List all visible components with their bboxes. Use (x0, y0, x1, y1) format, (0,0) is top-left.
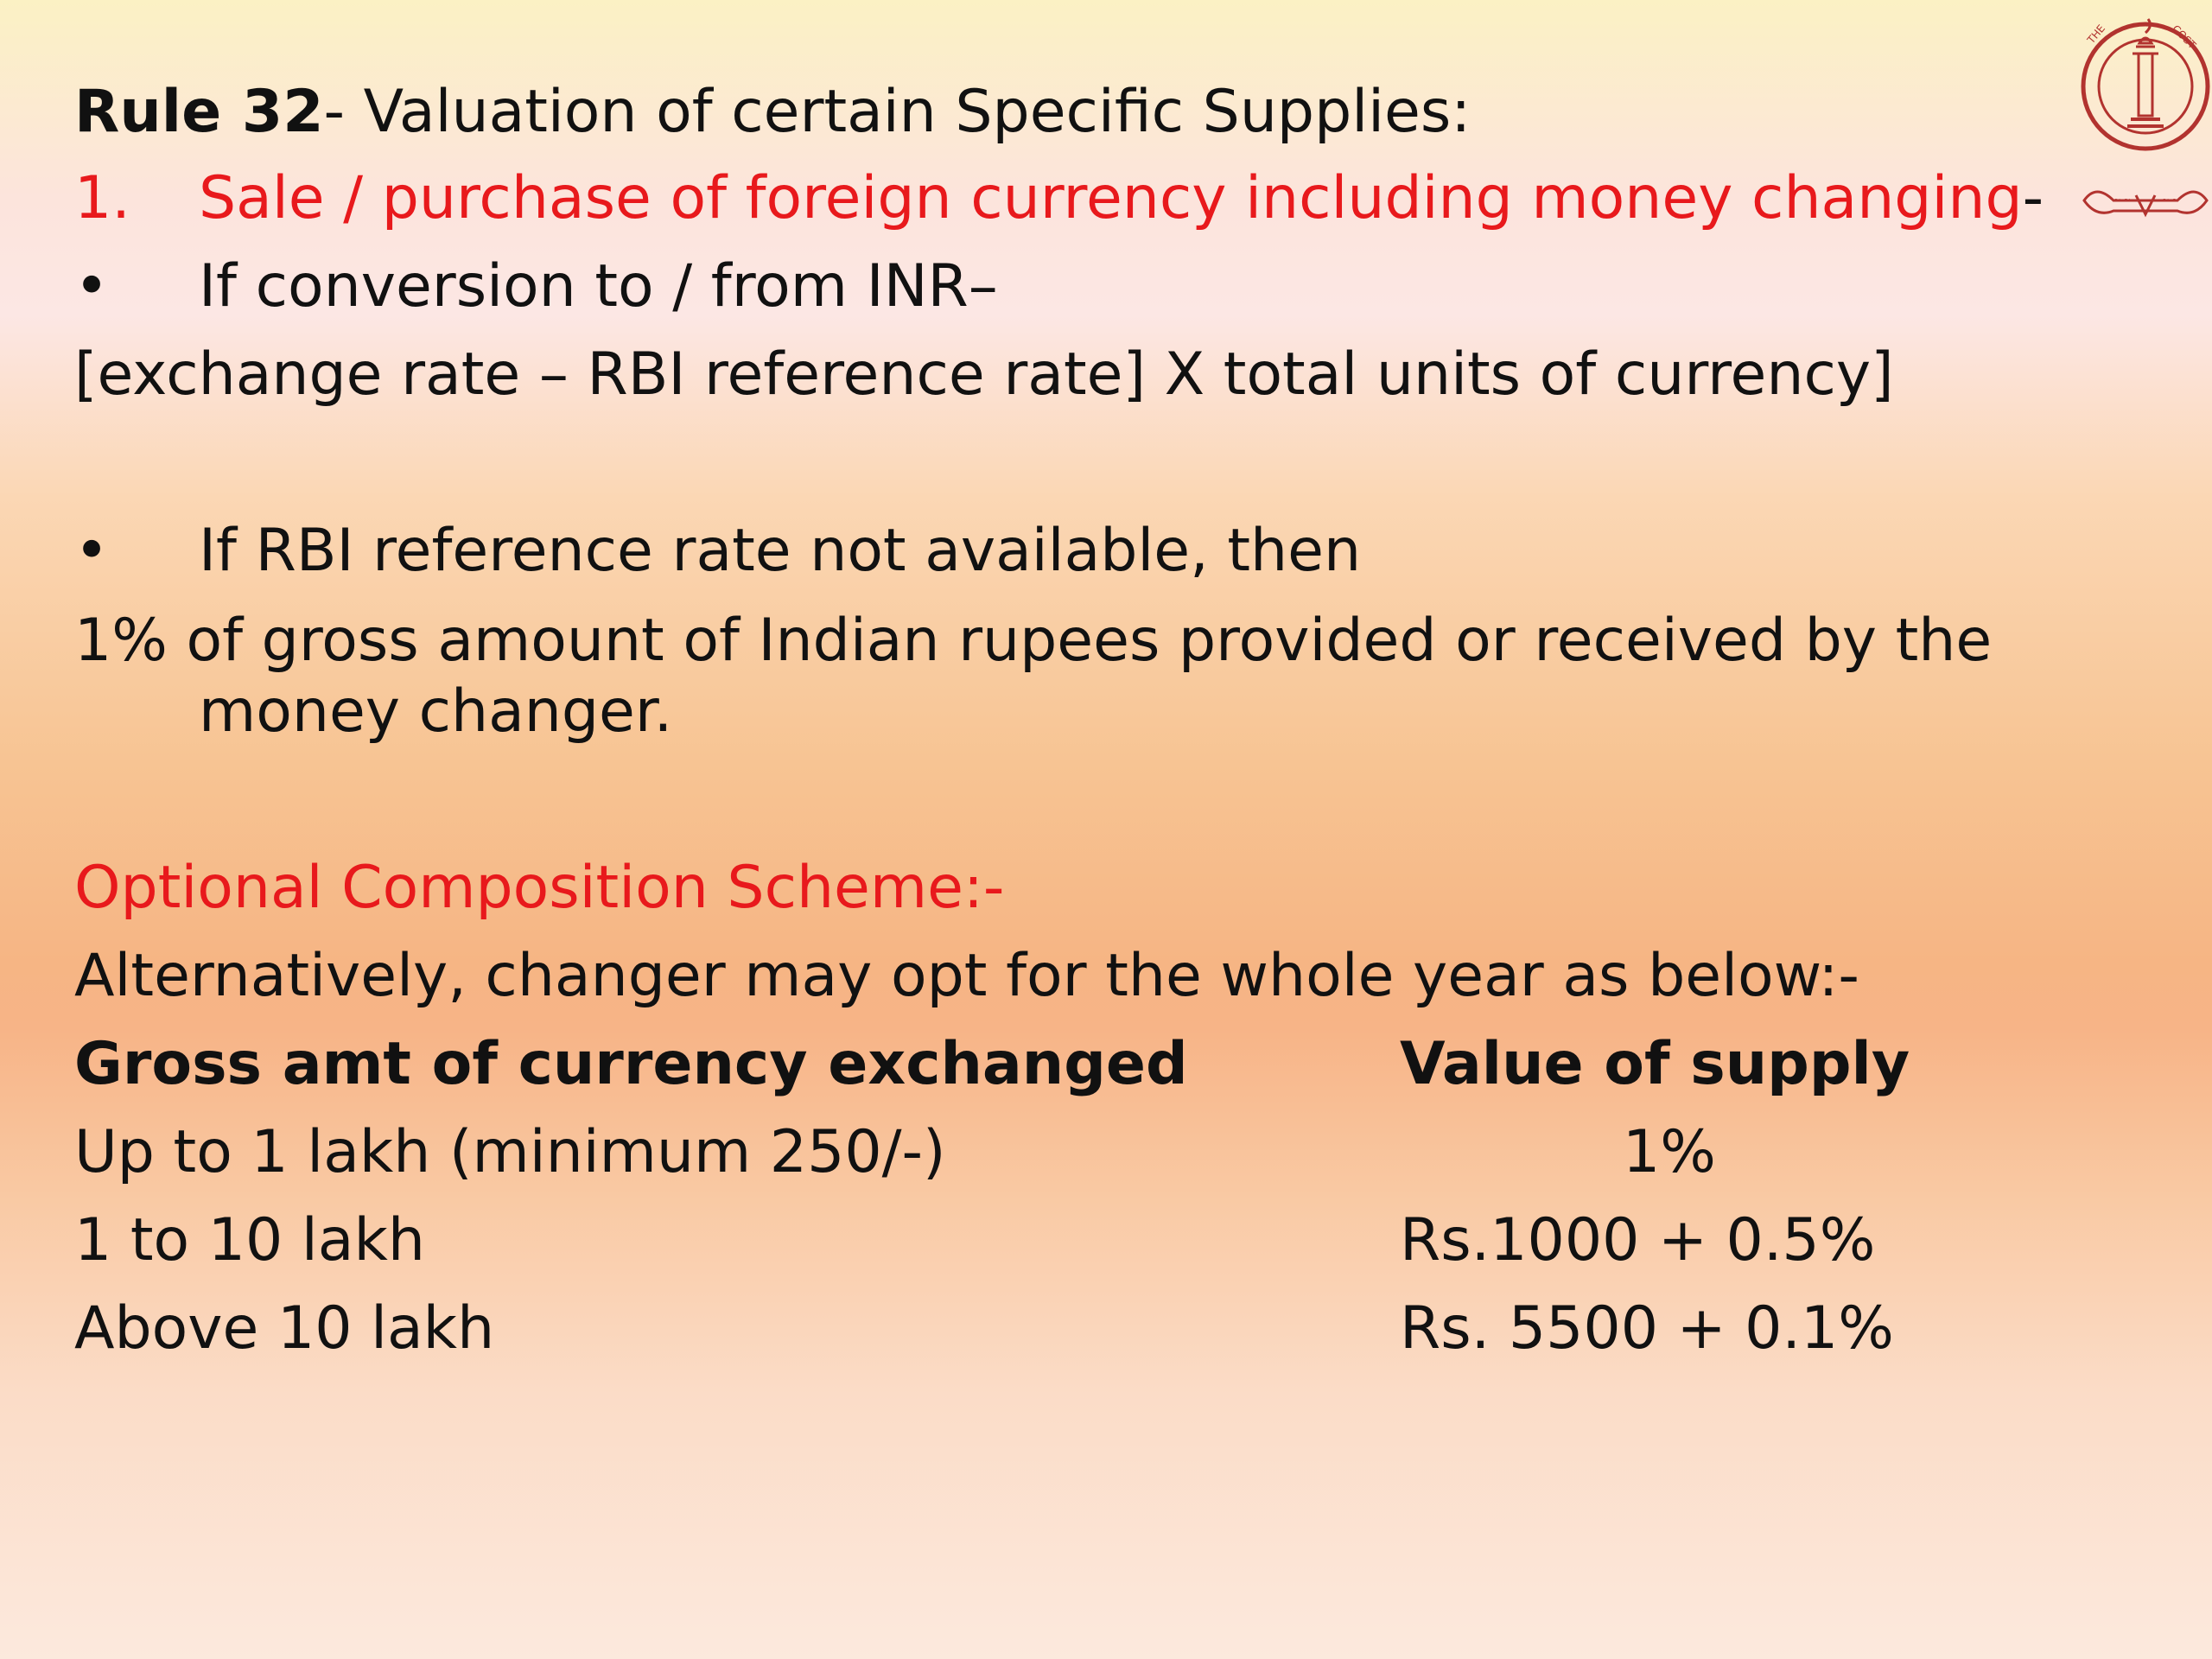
fallback-line-2: money changer. (199, 677, 673, 746)
bullet-1-text: If conversion to / from INR– (199, 252, 998, 321)
bullet-2-text: If RBI reference rate not available, then (199, 517, 1362, 585)
item-1-text (199, 162, 2044, 235)
svg-text:~ ~: ~ ~ (2113, 195, 2131, 205)
composition-heading: Optional Composition Scheme:- (74, 854, 1005, 922)
rule-title (74, 76, 1471, 149)
bullet-icon: • (74, 252, 110, 321)
bullet-icon: • (74, 517, 110, 585)
rule-title-bold: Rule 32 (74, 78, 324, 146)
composition-intro: Alternatively, changer may opt for the whole year as below:- (74, 942, 1859, 1010)
table-row-2-value: Rs.1000 + 0.5% (1400, 1206, 1876, 1274)
table-header-left (74, 1028, 1188, 1101)
svg-text:~ ~: ~ ~ (2162, 195, 2179, 205)
table-row-2-range: 1 to 10 lakh (74, 1206, 425, 1274)
fallback-line-1: 1% of gross amount of Indian rupees provided or received by the (74, 607, 1993, 675)
item-1-red-text: Sale / purchase of foreign currency including money changing (199, 164, 2023, 232)
table-row-3-range: Above 10 lakh (74, 1294, 495, 1363)
rule-title-rest: - Valuation of certain Specific Supplies: (323, 78, 1471, 146)
table-header-right-text: Value of supply (1400, 1030, 1910, 1098)
institute-seal-icon (2079, 0, 2212, 268)
table-header-left-text: Gross amt of currency exchanged (74, 1030, 1188, 1098)
table-row-3-value: Rs. 5500 + 0.1% (1400, 1294, 1894, 1363)
item-1-dash: - (2022, 164, 2044, 232)
formula-line: [exchange rate – RBI reference rate] X total units of currency] (74, 340, 1894, 409)
item-1-number: 1. (74, 164, 130, 232)
table-row-1-value: 1% (1623, 1118, 1716, 1186)
svg-text:COST: COST (2170, 22, 2199, 52)
svg-text:THE: THE (2084, 22, 2108, 47)
table-row-1-range: Up to 1 lakh (minimum 250/-) (74, 1118, 946, 1186)
table-header-right (1400, 1028, 1910, 1101)
